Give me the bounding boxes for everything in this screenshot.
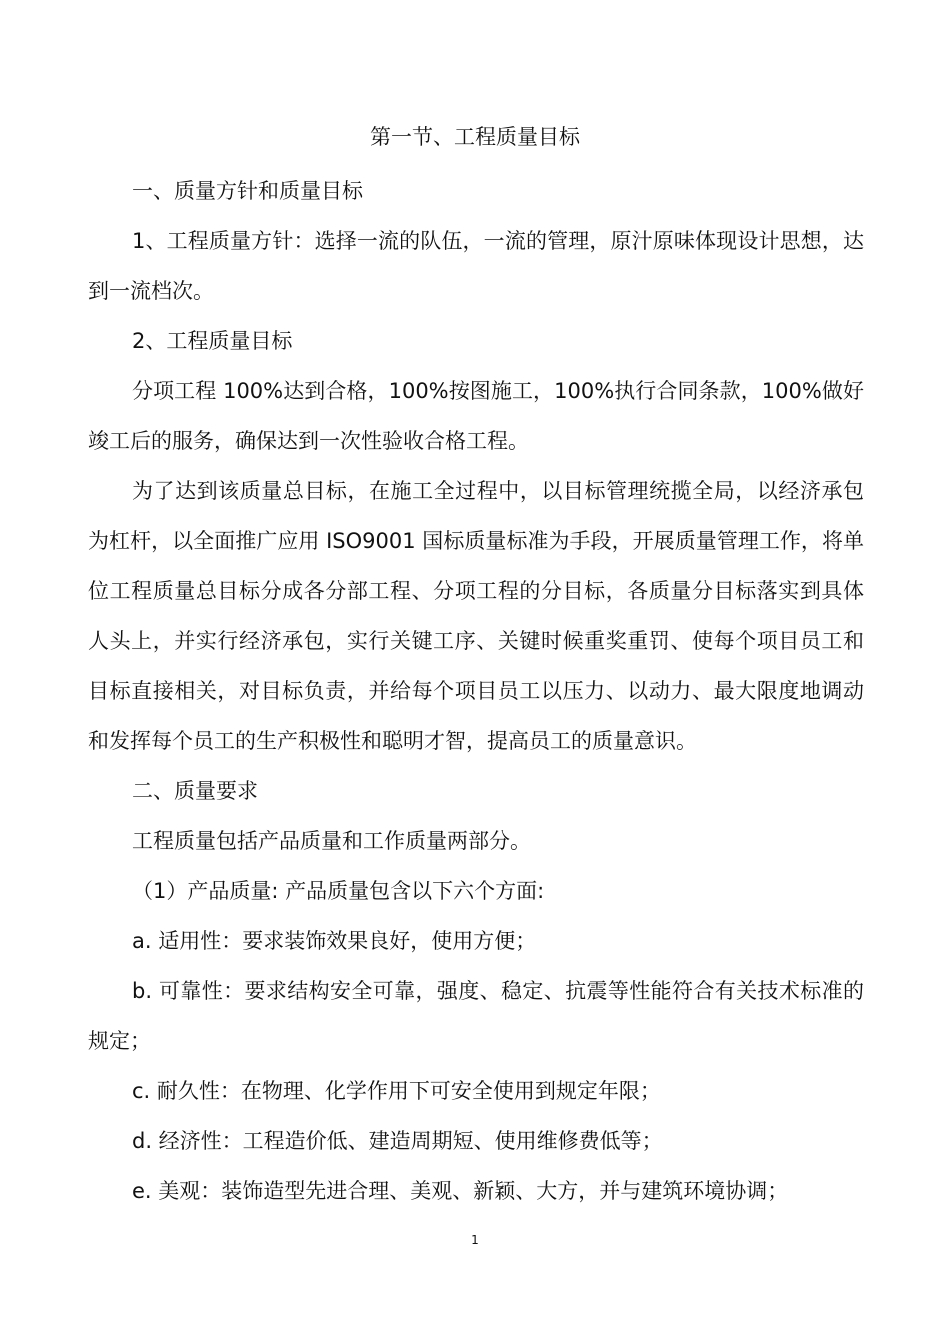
list-item-applicability: a. 适用性：要求装饰效果良好，使用方便； [132, 929, 537, 953]
list-item-aesthetics: e. 美观：装饰造型先进合理、美观、新颖、大方，并与建筑环境协调； [132, 1179, 789, 1203]
list-item-economy: d. 经济性：工程造价低、建造周期短、使用维修费低等； [132, 1129, 663, 1153]
paragraph-quality-policy: 1、工程质量方针：选择一流的队伍，一流的管理，原汁原味体现设计思想，达到一流档次。 [88, 229, 864, 303]
heading-quality-policy: 一、质量方针和质量目标 [132, 179, 363, 203]
page-number: 1 [471, 1233, 479, 1247]
heading-quality-requirements: 二、质量要求 [132, 779, 258, 803]
section-title: 第一节、工程质量目标 [370, 125, 580, 149]
paragraph-product-quality: （1）产品质量: 产品质量包含以下六个方面: [132, 879, 545, 903]
list-item-reliability: b. 可靠性：要求结构安全可靠，强度、稳定、抗震等性能符合有关技术标准的规定； [88, 979, 864, 1053]
paragraph-quality-composition: 工程质量包括产品质量和工作质量两部分。 [132, 829, 531, 853]
paragraph-quality-target: 分项工程 100%达到合格，100%按图施工，100%执行合同条款，100%做好竣工后的服务，确保达到一次性验收合格工程。 [88, 379, 864, 453]
list-item-durability: c. 耐久性：在物理、化学作用下可安全使用到规定年限； [132, 1079, 661, 1103]
subheading-quality-target: 2、工程质量目标 [132, 329, 293, 353]
paragraph-management-approach: 为了达到该质量总目标，在施工全过程中，以目标管理统揽全局，以经济承包为杠杆，以全面推广应用 ISO9001 国标质量标准为手段，开展质量管理工作，将单位工程质量总目标分成各分部工程、分项工程的分目标，各质量分目标落实到具体人头上，并实行经济承包，实行关键工序、关键时候重奖重罚、使每个项目员工和目标直接相关，对目标负责，并给每个项目员工以压力、以动力、最大限度地调动和发挥每个员工的生产积极性和聪明才智，提高员工的质量意识。 [88, 479, 864, 753]
document-body [88, 166, 864, 1216]
